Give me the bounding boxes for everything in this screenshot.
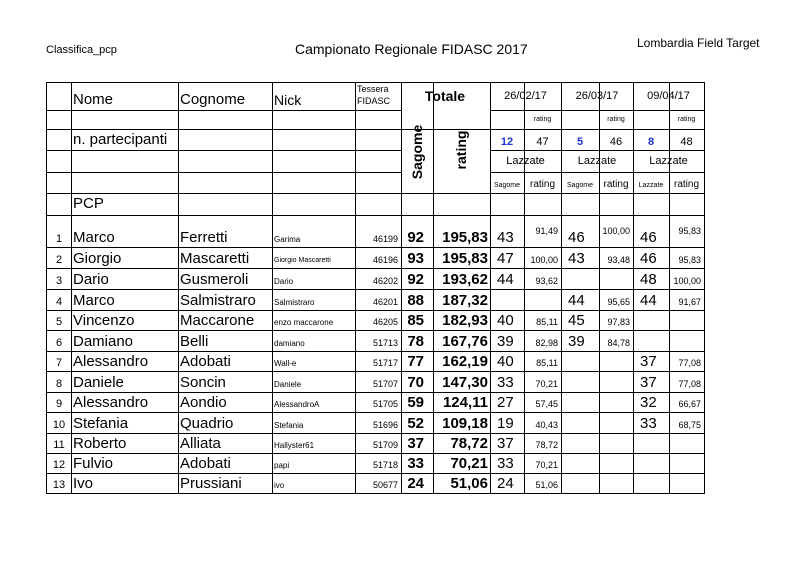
row-event-sagome: 37 xyxy=(640,353,657,370)
event-rating: 47 xyxy=(536,136,549,148)
row-rank: 8 xyxy=(55,378,63,390)
row-sagome: 93 xyxy=(407,250,424,267)
row-tessera: 51718 xyxy=(372,460,398,470)
grid-line xyxy=(46,310,704,311)
row-event-rating: 100,00 xyxy=(673,276,701,286)
row-cognome: Mascaretti xyxy=(180,250,250,267)
row-tessera: 46201 xyxy=(372,297,398,307)
row-rating: 167,76 xyxy=(442,333,488,350)
row-cognome: Maccarone xyxy=(180,312,255,329)
row-rank: 13 xyxy=(52,479,66,491)
row-event-rating: 100,00 xyxy=(530,255,558,265)
row-tessera: 51696 xyxy=(372,420,398,430)
row-rank: 5 xyxy=(55,316,63,328)
event-participants: 12 xyxy=(500,136,514,148)
grid-line xyxy=(46,453,704,454)
row-nick: Garima xyxy=(274,235,301,244)
row-nick: Hallyster61 xyxy=(274,441,315,450)
row-rating: 124,11 xyxy=(442,394,488,411)
row-rank: 2 xyxy=(55,254,63,266)
grid-line xyxy=(46,129,401,130)
event-location: Lazzate xyxy=(577,155,617,167)
event-date: 26/02/17 xyxy=(504,90,547,102)
row-nick: ivo xyxy=(274,481,285,490)
row-rank: 3 xyxy=(55,275,63,287)
grid-line xyxy=(490,172,704,173)
row-nick: Stefania xyxy=(274,421,304,430)
row-sagome: 59 xyxy=(407,394,424,411)
grid-line xyxy=(46,82,704,83)
row-event-sagome: 39 xyxy=(497,333,514,350)
row-nome: Alessandro xyxy=(73,394,149,411)
row-event-sagome: 46 xyxy=(640,229,657,246)
grid-line xyxy=(490,129,704,130)
row-tessera: 46199 xyxy=(372,234,398,244)
row-nome: Damiano xyxy=(73,333,134,350)
grid-line xyxy=(46,268,704,269)
row-cognome: Alliata xyxy=(180,435,221,452)
participants-label: n. partecipanti xyxy=(73,131,168,148)
grid-line xyxy=(46,371,704,372)
grid-line xyxy=(46,247,704,248)
row-cognome: Aondio xyxy=(180,394,227,411)
event-date: 09/04/17 xyxy=(647,90,690,102)
row-event-sagome: 43 xyxy=(568,250,585,267)
row-nome: Vincenzo xyxy=(73,312,135,329)
row-rating: 70,21 xyxy=(450,455,488,472)
row-nick: damiano xyxy=(274,339,305,348)
row-event-sagome: 46 xyxy=(568,229,585,246)
row-event-sagome: 40 xyxy=(497,353,514,370)
row-rank: 6 xyxy=(55,337,63,349)
row-event-sagome: 48 xyxy=(640,271,657,288)
col-header-fidasc: FIDASC xyxy=(357,96,391,106)
row-tessera: 46205 xyxy=(372,317,398,327)
row-rating: 147,30 xyxy=(442,374,488,391)
row-sagome: 33 xyxy=(407,455,424,472)
row-event-rating: 95,83 xyxy=(678,226,701,236)
row-event-rating: 93,62 xyxy=(535,276,558,286)
row-event-sagome: 27 xyxy=(497,394,514,411)
row-event-rating: 95,83 xyxy=(678,255,701,265)
col-header-totale: Totale xyxy=(424,88,466,104)
col-header-cognome: Cognome xyxy=(180,91,246,108)
row-event-sagome: 33 xyxy=(497,455,514,472)
row-event-rating: 82,98 xyxy=(535,338,558,348)
row-nome: Ivo xyxy=(73,475,94,492)
row-cognome: Adobati xyxy=(180,455,231,472)
event-date: 26/03/17 xyxy=(575,90,619,102)
row-nome: Roberto xyxy=(73,435,127,452)
row-nick: AlessandroA xyxy=(274,400,320,409)
row-rank: 4 xyxy=(55,296,63,308)
row-nome: Marco xyxy=(73,292,115,309)
row-event-rating: 91,49 xyxy=(535,226,558,236)
row-event-rating: 77,08 xyxy=(678,358,701,368)
row-cognome: Prussiani xyxy=(180,475,242,492)
row-event-rating: 100,00 xyxy=(602,226,630,236)
grid-line xyxy=(490,110,704,111)
row-tessera: 51717 xyxy=(372,358,398,368)
col-header-rating: rating xyxy=(453,130,469,170)
row-event-sagome: 37 xyxy=(497,435,514,452)
row-cognome: Salmistraro xyxy=(180,292,256,309)
event-participants: 8 xyxy=(647,136,655,148)
row-rating: 195,83 xyxy=(442,250,488,267)
row-event-sagome: 40 xyxy=(497,312,514,329)
row-nome: Dario xyxy=(73,271,109,288)
row-nome: Daniele xyxy=(73,374,124,391)
event-sub-rating: rating xyxy=(603,179,629,190)
row-cognome: Belli xyxy=(180,333,209,350)
event-sub-sagome: Lazzate xyxy=(638,182,664,189)
row-event-rating: 85,11 xyxy=(536,358,558,368)
row-event-sagome: 33 xyxy=(640,415,657,432)
col-header-sagome: Sagome xyxy=(409,124,425,180)
row-sagome: 85 xyxy=(407,312,424,329)
row-nick: Dario xyxy=(274,277,294,286)
row-sagome: 24 xyxy=(407,475,424,492)
grid-line xyxy=(401,193,490,194)
row-event-sagome: 44 xyxy=(568,292,585,309)
row-cognome: Gusmeroli xyxy=(180,271,249,288)
grid-line xyxy=(46,172,401,173)
row-event-rating: 66,67 xyxy=(678,399,701,409)
grid-line xyxy=(46,412,704,413)
row-event-rating: 91,67 xyxy=(678,297,701,307)
row-sagome: 78 xyxy=(407,333,424,350)
event-sub-sagome: Sagome xyxy=(493,182,521,189)
row-event-rating: 93,48 xyxy=(607,255,630,265)
row-tessera: 51705 xyxy=(372,399,398,409)
event-sub-rating: rating xyxy=(529,179,555,190)
row-tessera: 46196 xyxy=(372,255,398,265)
row-nick: Daniele xyxy=(274,380,302,389)
row-tessera: 51709 xyxy=(372,440,398,450)
row-event-rating: 84,78 xyxy=(607,338,630,348)
row-rating: 78,72 xyxy=(450,435,488,452)
event-sub-sagome: Sagome xyxy=(566,182,594,189)
grid-line xyxy=(490,193,704,194)
row-event-sagome: 46 xyxy=(640,250,657,267)
row-rank: 12 xyxy=(52,459,66,471)
row-rank: 11 xyxy=(53,439,65,451)
grid-line xyxy=(46,193,401,194)
grid-line xyxy=(46,289,704,290)
row-tessera: 46202 xyxy=(372,276,398,286)
category-label: PCP xyxy=(73,195,104,212)
row-rating: 182,93 xyxy=(442,312,488,329)
grid-line xyxy=(46,215,704,216)
event-participants: 5 xyxy=(576,136,584,148)
row-event-sagome: 24 xyxy=(497,475,514,492)
row-cognome: Quadrio xyxy=(180,415,234,432)
sheet-name: Classifica_pcp xyxy=(46,44,117,56)
row-sagome: 88 xyxy=(407,292,424,309)
row-tessera: 50677 xyxy=(372,480,398,490)
row-event-sagome: 47 xyxy=(497,250,514,267)
row-event-sagome: 44 xyxy=(640,292,657,309)
page-title: Campionato Regionale FIDASC 2017 xyxy=(295,41,528,57)
row-nome: Giorgio xyxy=(73,250,122,267)
row-tessera: 51713 xyxy=(372,338,398,348)
row-sagome: 77 xyxy=(407,353,424,370)
row-rank: 1 xyxy=(55,233,63,245)
col-header-nick: Nick xyxy=(274,92,302,108)
grid-line xyxy=(46,433,704,434)
event-rating: 46 xyxy=(609,136,623,148)
grid-line xyxy=(46,473,704,474)
row-event-rating: 77,08 xyxy=(678,379,701,389)
row-event-rating: 97,83 xyxy=(607,317,630,327)
row-sagome: 52 xyxy=(407,415,424,432)
row-event-sagome: 44 xyxy=(497,271,514,288)
event-rating-label: rating xyxy=(607,116,625,123)
row-rating: 162,19 xyxy=(442,353,488,370)
row-cognome: Soncin xyxy=(180,374,226,391)
row-event-sagome: 45 xyxy=(568,312,585,329)
row-rank: 9 xyxy=(55,398,63,410)
row-event-sagome: 39 xyxy=(568,333,585,350)
col-header-tessera: Tessera xyxy=(357,84,389,94)
row-nome: Marco xyxy=(73,229,115,246)
row-sagome: 70 xyxy=(407,374,424,391)
row-rating: 195,83 xyxy=(442,229,488,246)
row-rank: 10 xyxy=(52,419,66,431)
row-nick: Salmistraro xyxy=(274,298,315,307)
row-nome: Stefania xyxy=(73,415,129,432)
row-event-sagome: 32 xyxy=(640,394,657,411)
row-event-sagome: 43 xyxy=(497,229,514,246)
grid-line xyxy=(46,110,401,111)
event-rating: 48 xyxy=(680,136,693,148)
event-sub-rating: rating xyxy=(673,179,699,190)
row-nick: papi xyxy=(274,461,290,470)
organization-name: Lombardia Field Target xyxy=(637,36,760,50)
row-nick: enzo maccarone xyxy=(274,318,334,327)
row-event-sagome: 19 xyxy=(497,415,514,432)
col-header-nome: Nome xyxy=(73,91,114,108)
grid-line xyxy=(46,392,704,393)
event-rating-label: rating xyxy=(677,116,696,123)
grid-line xyxy=(46,493,704,494)
row-cognome: Ferretti xyxy=(180,229,228,246)
row-event-rating: 78,72 xyxy=(535,440,558,450)
event-location: Lazzate xyxy=(506,155,545,167)
grid-line xyxy=(704,82,705,494)
row-rating: 187,32 xyxy=(442,292,488,309)
row-event-rating: 85,11 xyxy=(536,317,558,327)
row-nome: Fulvio xyxy=(73,455,114,472)
grid-line xyxy=(46,330,704,331)
row-nick: Wall-e xyxy=(274,359,297,368)
grid-line xyxy=(490,150,704,151)
row-event-sagome: 37 xyxy=(640,374,657,391)
grid-line xyxy=(46,150,401,151)
row-sagome: 92 xyxy=(407,229,424,246)
row-sagome: 37 xyxy=(407,435,424,452)
row-event-rating: 40,43 xyxy=(535,420,558,430)
row-sagome: 92 xyxy=(407,271,424,288)
row-event-rating: 51,06 xyxy=(535,480,558,490)
row-tessera: 51707 xyxy=(372,379,398,389)
row-event-rating: 57,45 xyxy=(535,399,558,409)
row-event-rating: 70,21 xyxy=(535,460,558,470)
row-event-rating: 95,65 xyxy=(607,297,630,307)
row-cognome: Adobati xyxy=(180,353,231,370)
row-rating: 109,18 xyxy=(442,415,488,432)
row-rating: 193,62 xyxy=(442,271,488,288)
event-location: Lazzate xyxy=(649,155,688,167)
row-nick: Giorgio Mascaretti xyxy=(274,257,331,264)
row-event-rating: 70,21 xyxy=(535,379,558,389)
row-event-rating: 68,75 xyxy=(678,420,701,430)
row-rank: 7 xyxy=(55,357,63,369)
grid-line xyxy=(46,351,704,352)
row-nome: Alessandro xyxy=(73,353,149,370)
event-rating-label: rating xyxy=(533,116,552,123)
row-rating: 51,06 xyxy=(450,475,488,492)
row-event-sagome: 33 xyxy=(497,374,514,391)
